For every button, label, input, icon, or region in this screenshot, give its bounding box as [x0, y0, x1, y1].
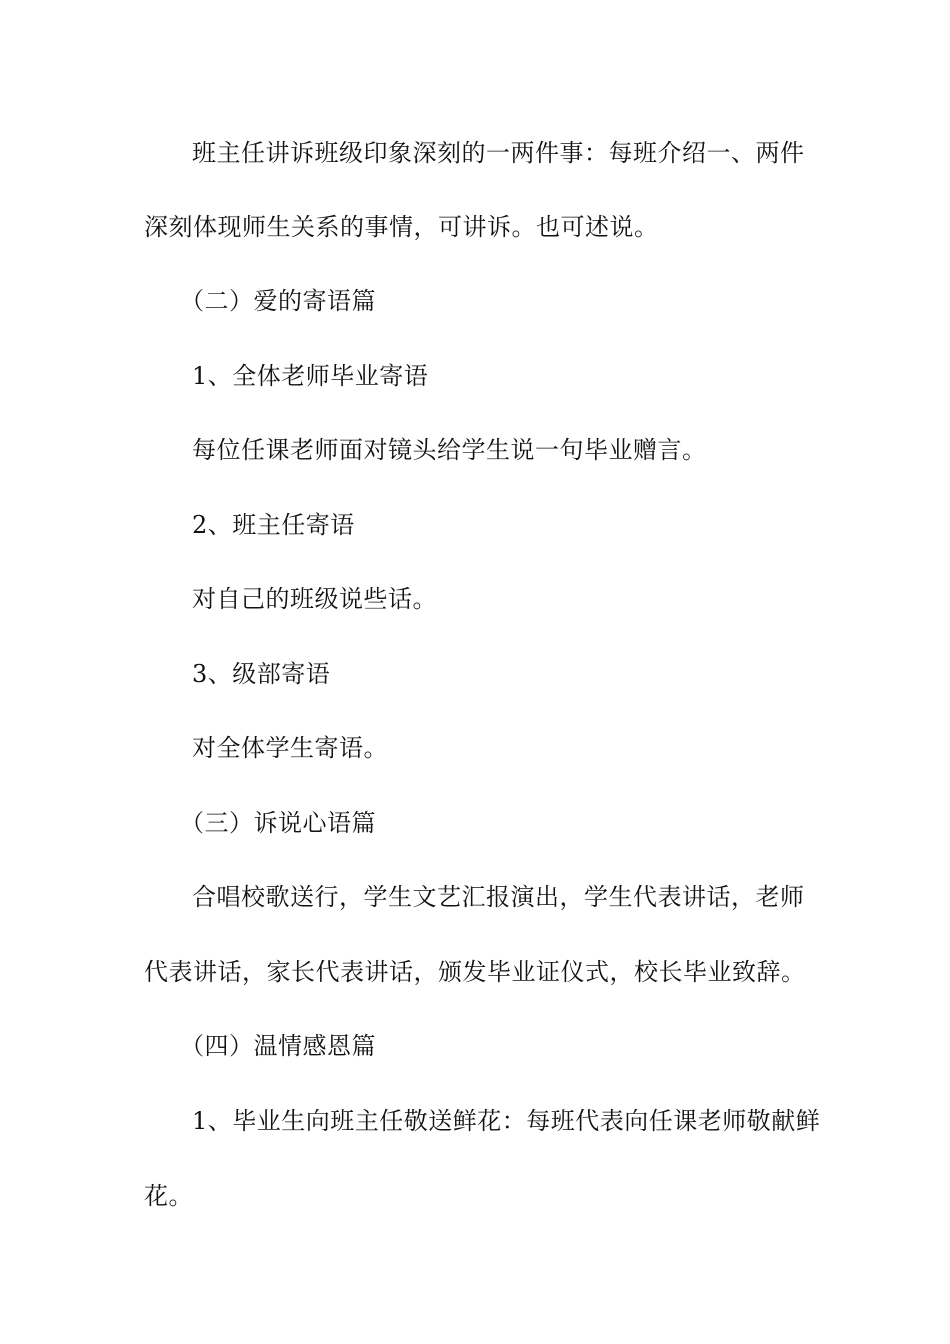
paragraph-line: 代表讲话，家长代表讲话，颁发毕业证仪式，校长毕业致辞。: [144, 958, 806, 986]
paragraph-line: 花。: [144, 1182, 193, 1210]
section-heading: （三）诉说心语篇: [180, 809, 376, 837]
paragraph-line: 深刻体现师生关系的事情，可讲诉。也可述说。: [144, 213, 659, 241]
paragraph-line: 班主任讲诉班级印象深刻的一两件事：每班介绍一、两件: [192, 139, 805, 167]
paragraph-line: 合唱校歌送行，学生文艺汇报演出，学生代表讲话，老师: [192, 883, 805, 911]
list-item-heading: 3、级部寄语: [192, 660, 331, 688]
list-item-heading: 1、毕业生向班主任敬送鲜花：每班代表向任课老师敬献鲜: [192, 1107, 821, 1135]
paragraph-line: 每位任课老师面对镜头给学生说一句毕业赠言。: [192, 436, 707, 464]
section-heading: （二）爱的寄语篇: [180, 287, 376, 315]
paragraph-line: 对全体学生寄语。: [192, 734, 388, 762]
list-item-heading: 2、班主任寄语: [192, 511, 355, 539]
paragraph-line: 对自己的班级说些话。: [192, 585, 437, 613]
list-item-heading: 1、全体老师毕业寄语: [192, 362, 429, 390]
section-heading: （四）温情感恩篇: [180, 1032, 376, 1060]
